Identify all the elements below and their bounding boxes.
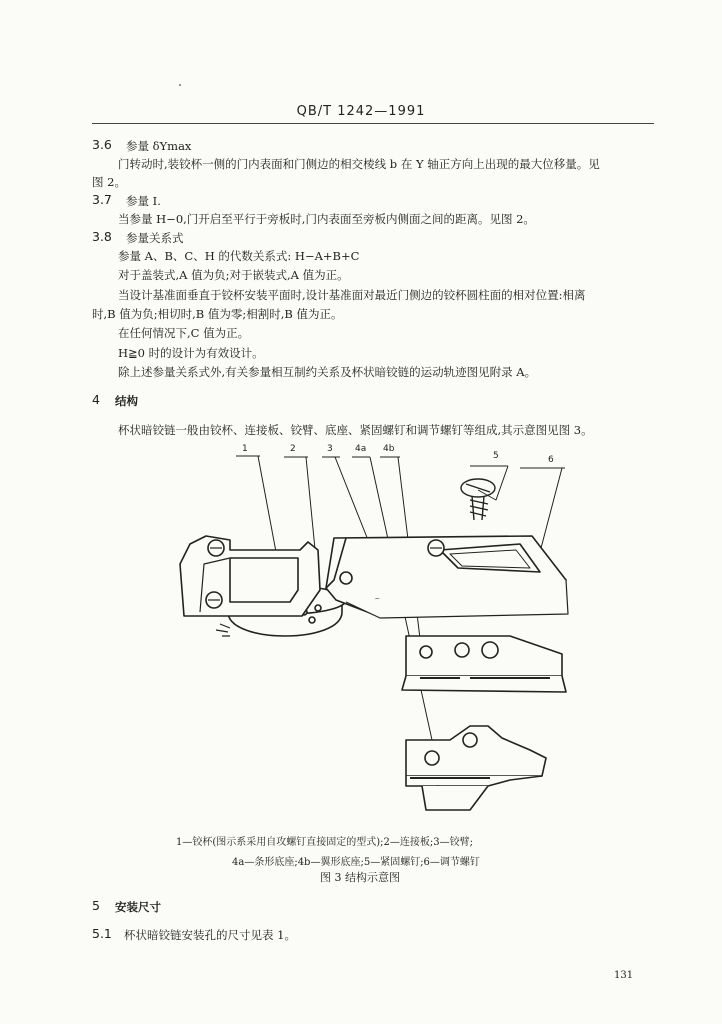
paragraph-line: 当设计基准面垂直于铰杯安装平面时,设计基准面对最近门侧边的铰杯圆柱面的相对位置:相离 bbox=[118, 288, 586, 302]
section-title: 结构 bbox=[115, 394, 138, 408]
figure-caption-line: 4a—条形底座;4b—翼形底座;5—紧固螺钉;6—调节螺钉 bbox=[232, 857, 480, 868]
section-title: 安装尺寸 bbox=[115, 900, 161, 914]
section-number: 5 bbox=[92, 898, 100, 913]
scan-speck bbox=[179, 84, 181, 86]
paragraph-line: H≧0 时的设计为有效设计。 bbox=[118, 346, 264, 360]
section-title: 参量 δYmax bbox=[126, 139, 192, 153]
part-label: 3 bbox=[327, 444, 333, 454]
page-number: 131 bbox=[614, 970, 634, 981]
paragraph-line: 在任何情况下,C 值为正。 bbox=[118, 326, 250, 340]
header-rule bbox=[92, 123, 654, 124]
paragraph-line: 门转动时,装铰杯一侧的门内表面和门侧边的相交棱线 b 在 Y 轴正方向上出现的最大位移量。见 bbox=[118, 157, 600, 171]
paragraph-line: 对于盖装式,A 值为负;对于嵌装式,A 值为正。 bbox=[118, 268, 349, 282]
section-number: 4 bbox=[92, 392, 100, 407]
fastening-screw bbox=[461, 479, 495, 520]
paragraph-line: 杯状暗铰链一般由铰杯、连接板、铰臂、底座、紧固螺钉和调节螺钉等组成,其示意图见图 3。 bbox=[118, 423, 593, 437]
part-label: 1 bbox=[242, 444, 248, 454]
section-title: 参量关系式 bbox=[126, 231, 184, 245]
part-label: 4a bbox=[355, 444, 367, 454]
figure-title: 图 3 结构示意图 bbox=[320, 871, 400, 884]
part-label: 2 bbox=[290, 444, 296, 454]
page-header: QB/T 1242—1991 bbox=[296, 104, 426, 119]
section-title: 参量 I. bbox=[126, 194, 161, 208]
figure-caption-line: 1—铰杯(图示系采用自攻螺钉直接固定的型式);2—连接板;3—铰臂; bbox=[176, 837, 473, 848]
paragraph-line: 当参量 H−0,门开启至平行于旁板时,门内表面至旁板内侧面之间的距离。见图 2。 bbox=[118, 212, 535, 226]
part-label: 6 bbox=[548, 455, 554, 465]
section-number: 3.8 bbox=[92, 229, 112, 244]
hinge-structure-figure bbox=[170, 440, 590, 825]
bar-base bbox=[402, 636, 566, 692]
hinge-arm bbox=[326, 536, 568, 618]
paragraph-line: 图 2。 bbox=[92, 175, 126, 189]
formula-line: 参量 A、B、C、H 的代数关系式: H−A+B+C bbox=[118, 249, 360, 263]
paragraph-line: 时,B 值为负;相切时,B 值为零;相割时,B 值为正。 bbox=[92, 307, 343, 321]
paragraph-line: 杯状暗铰链安装孔的尺寸见表 1。 bbox=[124, 928, 296, 942]
paragraph-line: 除上述参量关系式外,有关参量相互制约关系及杯状暗铰链的运动轨迹图见附录 A。 bbox=[118, 365, 537, 379]
part-label: 5 bbox=[493, 451, 499, 461]
section-number: 3.6 bbox=[92, 137, 112, 152]
section-number: 3.7 bbox=[92, 192, 112, 207]
part-label: 4b bbox=[383, 444, 395, 454]
wing-base bbox=[406, 726, 546, 810]
section-number: 5.1 bbox=[92, 926, 112, 941]
mounting-plate bbox=[180, 536, 320, 616]
